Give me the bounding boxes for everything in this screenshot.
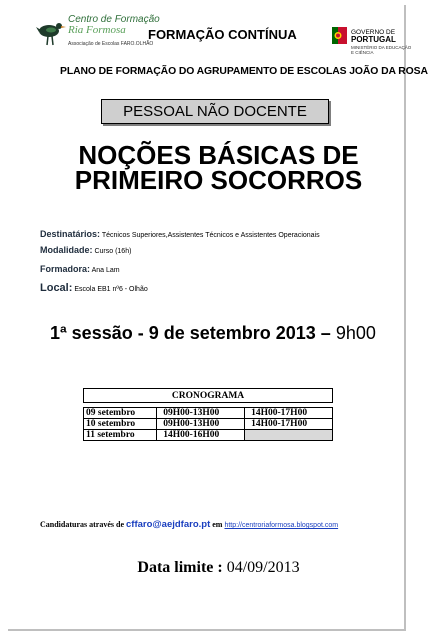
table-row [84, 430, 333, 441]
table-row [84, 408, 333, 419]
table-row [84, 419, 333, 430]
candidaturas-email-link[interactable]: cffaro@aejdfaro.pt [126, 519, 211, 530]
destinatarios-value: Técnicos Superiores,Assistentes Técnicos e Assistentes Operacionais [101, 232, 320, 239]
governo-portugal-logo [332, 27, 422, 67]
session-text: 1ª sessão - 9 de setembro 2013 – [50, 323, 336, 343]
row-slot2: 14H00-17H00 [245, 408, 333, 419]
local-value: Escola EB1 nº6 - Olhão [74, 286, 148, 293]
row-date: 09 setembro [84, 408, 157, 419]
formadora-value: Ana Lam [91, 267, 120, 274]
candidaturas-blog-link[interactable]: http://centroriaformosa.blogspot.com [224, 522, 339, 529]
local-label: Local: [40, 282, 73, 294]
row-slot2-empty [245, 430, 333, 441]
row-slot1: 09H00-13H00 [157, 408, 245, 419]
portugal-flag-icon [332, 27, 347, 44]
centro-formacao-logo [36, 12, 160, 52]
deadline-label: Data limite : [137, 559, 223, 576]
destinatarios-label: Destinatários: [40, 229, 101, 239]
row-date: 11 setembro [84, 430, 157, 441]
plan-title: PLANO DE FORMAÇÃO DO AGRUPAMENTO DE ESCOLAS JOÃO DA ROSA [60, 66, 428, 77]
center-name: Centro de Formação [68, 14, 160, 25]
candidaturas-label: Candidaturas através de [40, 520, 125, 529]
course-title-line1: NOÇÕES BÁSICAS DE [78, 140, 359, 170]
session-line [50, 323, 376, 344]
course-title [0, 140, 437, 195]
heron-bird-icon [36, 18, 66, 46]
ministry-line2: E CIÊNCIA [351, 50, 374, 55]
modalidade-field [40, 245, 131, 255]
gov-line2: PORTUGAL [351, 35, 396, 44]
row-date: 10 setembro [84, 419, 157, 430]
deadline-value: 04/09/2013 [226, 559, 300, 576]
deadline-line [0, 559, 437, 577]
candidaturas-line [40, 519, 338, 530]
local-field [40, 282, 148, 294]
row-slot2: 14H00-17H00 [245, 419, 333, 430]
row-slot1: 14H00-16H00 [157, 430, 245, 441]
ministry-name [351, 45, 411, 55]
formadora-label: Formadora: [40, 264, 91, 274]
header-title: FORMAÇÃO CONTÍNUA [148, 27, 297, 42]
modalidade-value: Curso (16h) [94, 248, 132, 255]
center-association: Associação de Escolas FARO.OLHÃO [68, 41, 154, 47]
gov-line1: GOVERNO DE [351, 29, 396, 36]
candidaturas-em: em [212, 520, 223, 529]
cronograma-title: CRONOGRAMA [84, 389, 333, 403]
row-slot1: 09H00-13H00 [157, 419, 245, 430]
course-title-line2: PRIMEIRO SOCORROS [74, 165, 363, 195]
session-time: 9h00 [335, 323, 376, 343]
audience-box: PESSOAL NÃO DOCENTE [101, 99, 329, 124]
destinatarios-field [40, 229, 320, 239]
modalidade-label: Modalidade: [40, 245, 93, 255]
gov-name [351, 29, 396, 43]
formadora-field [40, 264, 120, 274]
ministry-line1: MINISTÉRIO DA EDUCAÇÃO [351, 45, 412, 50]
cronograma-table [83, 388, 333, 441]
center-place: Ria Formosa [68, 24, 126, 36]
